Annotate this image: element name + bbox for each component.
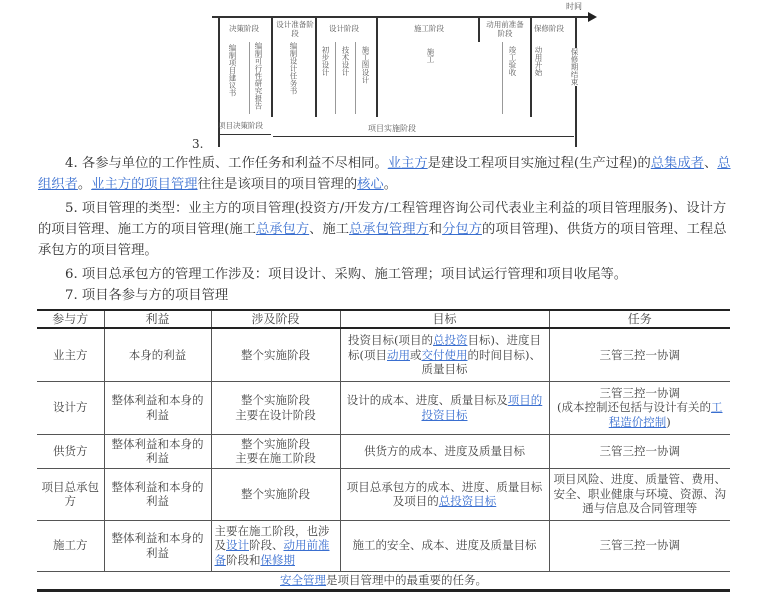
text: 阶段、 <box>249 538 284 553</box>
text: 主要在设计阶段 <box>235 407 316 422</box>
phase-item: 动用开始 <box>534 46 543 76</box>
cell-task: 三管三控一协调 <box>549 434 730 468</box>
time-axis <box>212 16 590 18</box>
text: 整个实施阶段 <box>241 436 310 451</box>
text: 往往是该项目的项目管理的 <box>197 177 358 192</box>
table-row <box>37 381 730 434</box>
table-row <box>37 520 730 571</box>
phase-item: 竣工验收 <box>508 46 517 76</box>
text: 主要在施工阶段 <box>235 451 316 465</box>
header-task: 任务 <box>549 310 730 328</box>
text: 项目总承包方的成本、进度、质量目标及项目的 <box>346 479 543 508</box>
sub-divider <box>502 42 503 114</box>
text: 三管三控一协调 <box>599 385 680 400</box>
cell-task: 项目风险、进度、质量管、费用、安全、职业健康与环境、资源、沟通与信息及合同管理等 <box>549 468 730 520</box>
item-number: 3. <box>192 137 204 151</box>
sub-divider <box>249 42 250 114</box>
link-project-investment[interactable]: 项目的投资目标 <box>421 393 543 422</box>
cell-party: 施工方 <box>37 520 104 571</box>
link-core[interactable]: 核心 <box>357 177 384 192</box>
text: 6. 项目总承包方的管理工作涉及：项目设计、采购、施工管理；项目试运行管理和项目收尾等。 <box>65 267 628 282</box>
phase-item: 保修期结束 <box>570 48 579 86</box>
phase-name: 动用前准备阶段 <box>486 20 524 38</box>
cell-task <box>549 381 730 434</box>
phase-name: 保修阶段 <box>534 24 564 33</box>
table-footer-row <box>37 571 730 590</box>
text: 5. 项目管理的类型：业主方的项目管理(投资方/开发方/工程管理咨询公司代表业主利益的项目管理服务)、设计方的项目管理、施工方的项目管理(施工 <box>38 201 727 237</box>
cell-party: 项目总承包方 <box>37 468 104 520</box>
link-operation[interactable]: 动用 <box>387 347 410 362</box>
cell-interest: 整体利益和本身的利益 <box>104 381 211 434</box>
divider <box>271 17 273 117</box>
link-subcontractor[interactable]: 分包方 <box>442 222 482 237</box>
cell-interest: 本身的利益 <box>104 328 211 381</box>
footer-note <box>37 571 730 590</box>
cell-goal <box>340 328 549 381</box>
cell-party: 供货方 <box>37 434 104 468</box>
span-arrow <box>273 136 574 137</box>
span-label-implementation: 项目实施阶段 <box>368 124 416 133</box>
header-goal: 目标 <box>340 310 549 328</box>
cell-stage <box>211 381 340 434</box>
cell-goal: 施工的安全、成本、进度及质量目标 <box>340 520 549 571</box>
phase-item: 编制设计任务书 <box>289 42 298 95</box>
text: 的时间目标)、质量目标 <box>421 347 541 376</box>
phase-item: 施工图设计 <box>361 46 370 84</box>
phase-item: 技术设计 <box>341 46 350 76</box>
link-pre-operation[interactable]: 动用前准备 <box>214 538 330 567</box>
text: 设计的成本、进度、质量目标及 <box>346 393 508 407</box>
text: 4. 各参与单位的工作性质、工作任务和利益不尽相同。 <box>65 156 388 171</box>
phase-name: 施工阶段 <box>414 24 444 33</box>
cell-goal <box>340 468 549 520</box>
phase-name: 设计准备阶段 <box>276 20 314 38</box>
text: 、施工 <box>309 222 350 237</box>
table-row <box>37 328 730 381</box>
text: ) <box>666 414 671 429</box>
cell-stage <box>211 434 340 468</box>
link-owner-pm[interactable]: 业主方的项目管理 <box>91 177 198 192</box>
cell-interest: 整体利益和本身的利益 <box>104 468 211 520</box>
link-warranty[interactable]: 保修期 <box>260 552 295 567</box>
span-arrow <box>219 134 271 135</box>
text: 投资目标(项目的 <box>348 333 433 347</box>
phase-item: 初步设计 <box>321 46 330 76</box>
link-total-investment[interactable]: 总投资 <box>433 333 468 347</box>
participants-table <box>37 309 730 592</box>
divider <box>530 17 532 117</box>
cell-stage <box>211 520 340 571</box>
cell-goal <box>340 381 549 434</box>
text: 整个实施阶段 <box>241 393 310 407</box>
cell-stage: 整个实施阶段 <box>211 468 340 520</box>
text: (成本控制还包括与设计有关的 <box>557 400 711 415</box>
text: 的项目管理)、供货方的项目管理、工程总承包方的项目管理。 <box>38 222 727 258</box>
phase-item: 编制项目建议书 <box>228 44 237 97</box>
sub-divider <box>355 42 356 114</box>
link-safety-management[interactable]: 安全管理 <box>280 572 326 587</box>
link-integrator[interactable]: 总集成者 <box>650 156 704 171</box>
link-general-contractor[interactable]: 总承包方 <box>255 222 310 237</box>
cell-party: 业主方 <box>37 328 104 381</box>
text: 、 <box>703 156 718 171</box>
link-design[interactable]: 设计 <box>226 538 249 553</box>
text: 。 <box>383 177 398 192</box>
text: 7. 项目各参与方的项目管理 <box>65 288 229 303</box>
cell-interest: 整体利益和本身的利益 <box>104 520 211 571</box>
paragraph-4 <box>38 153 738 195</box>
link-total-investment-goal[interactable]: 总投资目标 <box>438 494 497 508</box>
link-gc-management[interactable]: 总承包管理方 <box>349 222 429 237</box>
cell-goal: 供货方的成本、进度及质量目标 <box>340 434 549 468</box>
text: 是项目管理中的最重要的任务。 <box>326 572 487 587</box>
divider <box>478 17 480 42</box>
header-party: 参与方 <box>37 310 104 328</box>
cell-party: 设计方 <box>37 381 104 434</box>
link-delivery[interactable]: 交付使用 <box>421 347 468 362</box>
span-label-decision: 项目决策阶段 <box>218 121 263 130</box>
table-header-row <box>37 310 730 328</box>
cell-task: 三管三控一协调 <box>549 328 730 381</box>
link-owner[interactable]: 业主方 <box>387 156 428 171</box>
axis-arrow-icon <box>588 12 597 22</box>
text: 或 <box>410 347 422 362</box>
header-interest: 利益 <box>104 310 211 328</box>
phase-name: 决策阶段 <box>229 24 259 33</box>
text: 。 <box>77 177 92 192</box>
cell-stage: 整个实施阶段 <box>211 328 340 381</box>
axis-label: 时间 <box>566 2 582 11</box>
header-stage: 涉及阶段 <box>211 310 340 328</box>
cell-interest: 整体利益和本身的利益 <box>104 434 211 468</box>
table-row <box>37 434 730 468</box>
table-row <box>37 468 730 520</box>
text: 目标)、进度目标(项目 <box>348 333 541 362</box>
cell-task: 三管三控一协调 <box>549 520 730 571</box>
phase-item: 施工 <box>426 48 435 63</box>
text: 是建设工程项目实施过程(生产过程)的 <box>427 156 651 171</box>
divider <box>376 17 378 117</box>
sub-divider <box>335 42 336 114</box>
divider <box>315 17 317 117</box>
paragraph-7 <box>38 285 738 306</box>
text: 主要在施工阶段，也涉及 <box>214 523 330 553</box>
link-cost-control[interactable]: 工程造价控制 <box>608 400 723 429</box>
text: 和 <box>428 222 443 237</box>
project-lifecycle-diagram <box>0 0 760 150</box>
phase-name: 设计阶段 <box>329 24 359 33</box>
phase-item: 编制可行性研究报告 <box>254 42 263 110</box>
paragraph-5 <box>38 198 738 261</box>
text: 阶段和 <box>226 552 261 567</box>
paragraph-6 <box>38 264 738 285</box>
link-organizer[interactable]: 总组织者 <box>38 156 731 192</box>
